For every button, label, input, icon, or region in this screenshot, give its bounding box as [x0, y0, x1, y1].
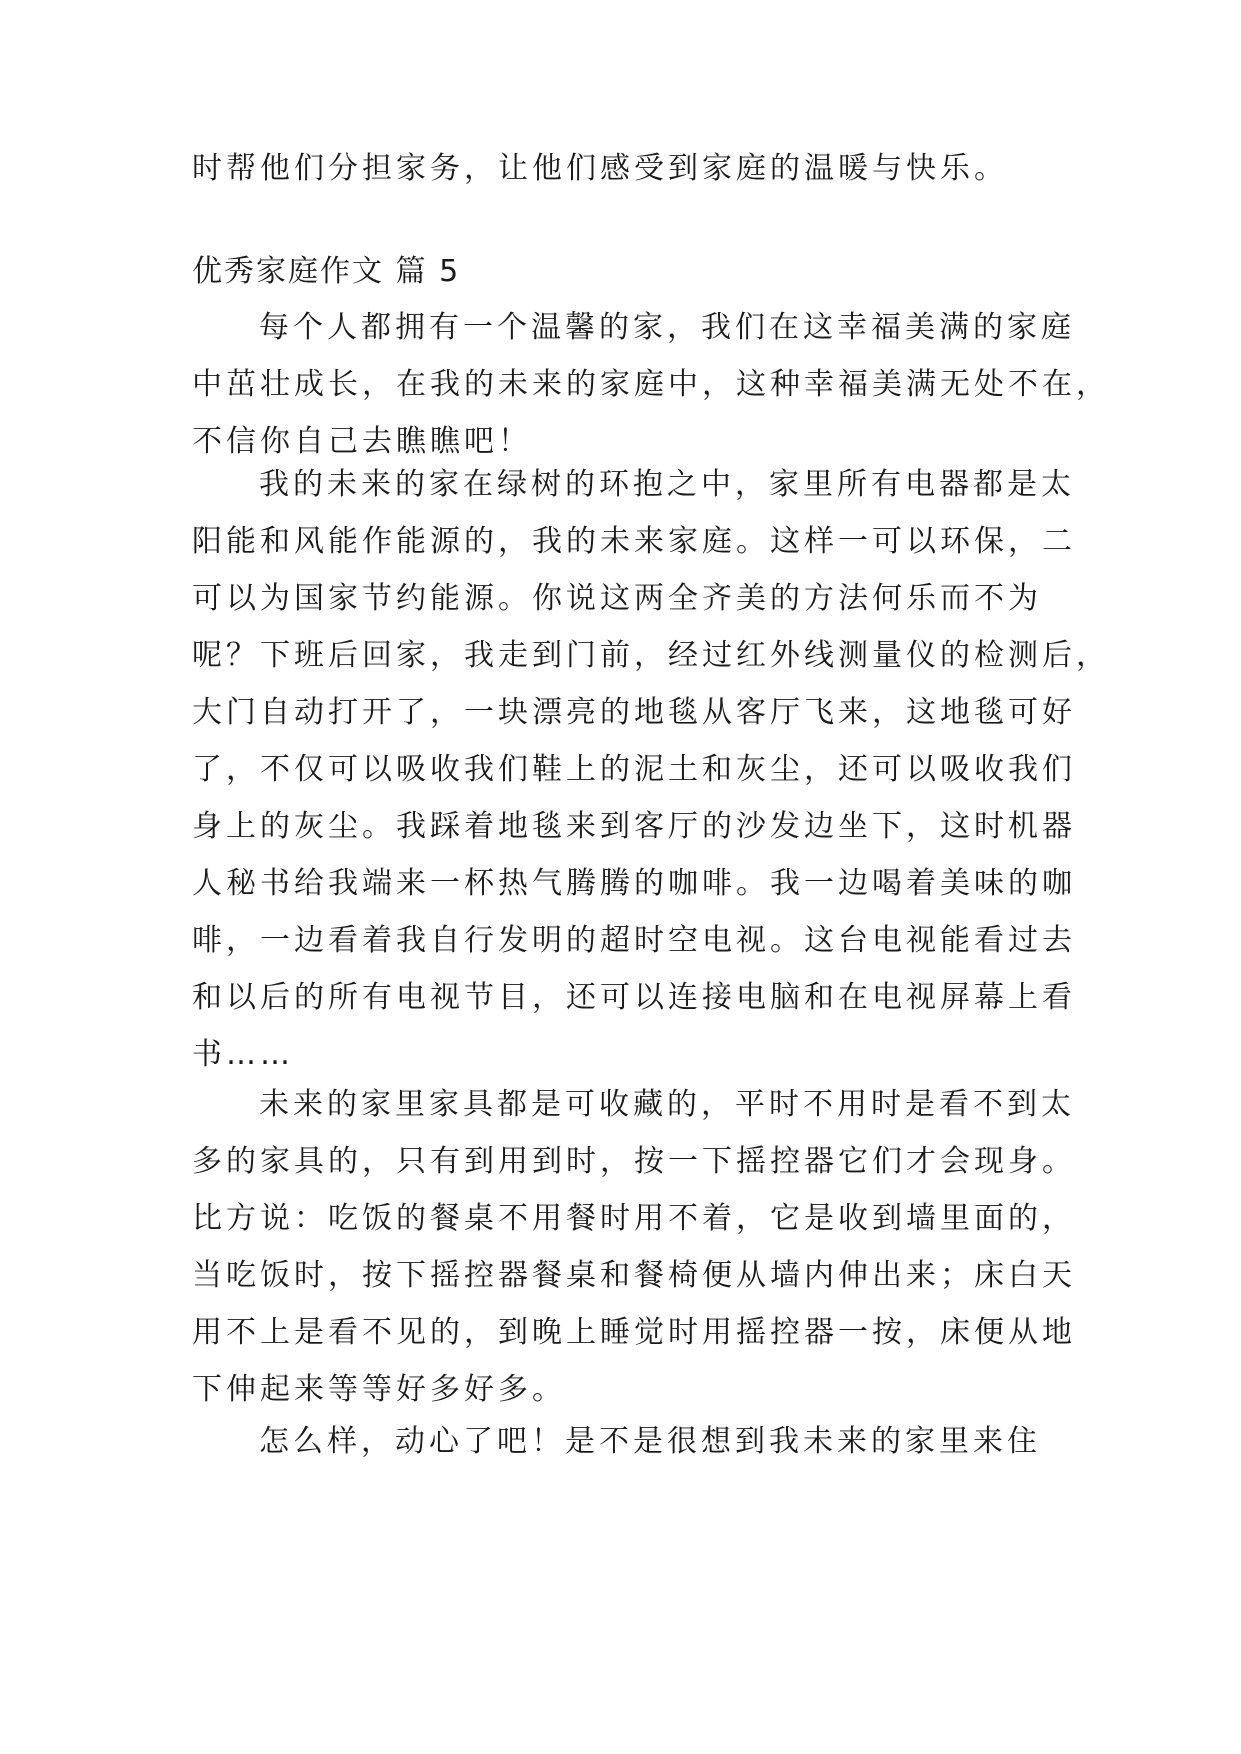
paragraph-2	[192, 456, 1110, 1083]
text-line: 啡，一边看着我自行发明的超时空电视。这台电视能看过去	[192, 923, 1076, 958]
text-line: 人秘书给我端来一杯热气腾腾的咖啡。我一边喝着美味的咖	[192, 866, 1076, 901]
paragraph-3	[192, 1076, 1076, 1418]
paragraph-4	[192, 1413, 1052, 1470]
text-line: 大门自动打开了，一块漂亮的地毯从客厅飞来，这地毯可好	[192, 695, 1076, 730]
text-line: 多的家具的，只有到用到时，按一下摇控器它们才会现身。	[192, 1144, 1076, 1179]
text-line: 比方说：吃饭的餐桌不用餐时用不着，它是收到墙里面的，	[192, 1201, 1076, 1236]
continuation-text	[192, 140, 1052, 197]
text-line: 怎么样，动心了吧！是不是很想到我未来的家里来住	[259, 1424, 1041, 1459]
text-line: 当吃饭时，按下摇控器餐桌和餐椅便从墙内伸出来；床白天	[192, 1258, 1076, 1293]
text-line: 可以为国家节约能源。你说这两全齐美的方法何乐而不为	[192, 581, 1042, 616]
text-line: 身上的灰尘。我踩着地毯来到客厅的沙发边坐下，这时机器	[192, 809, 1076, 844]
text-line: 呢？下班后回家，我走到门前，经过红外线测量仪的检测后，	[192, 638, 1110, 673]
section-title-text: 优秀家庭作文 篇 5	[192, 254, 461, 289]
text-line: 每个人都拥有一个温馨的家，我们在这幸福美满的家庭	[259, 310, 1075, 345]
text-line: 不信你自己去瞧瞧吧！	[192, 424, 532, 459]
paragraph-1	[192, 299, 1110, 470]
text-line: 未来的家里家具都是可收藏的，平时不用时是看不到太	[259, 1087, 1075, 1122]
text-line: 了，不仅可以吸收我们鞋上的泥土和灰尘，还可以吸收我们	[192, 752, 1076, 787]
text-line: 中茁壮成长，在我的未来的家庭中，这种幸福美满无处不在，	[192, 367, 1110, 402]
text-line: 用不上是看不见的，到晚上睡觉时用摇控器一按，床便从地	[192, 1315, 1076, 1350]
text-line: 时帮他们分担家务，让他们感受到家庭的温暖与快乐。	[192, 151, 1008, 186]
text-line: 和以后的所有电视节目，还可以连接电脑和在电视屏幕上看	[192, 980, 1076, 1015]
section-title	[192, 243, 1052, 300]
text-line: 书……	[192, 1037, 294, 1072]
text-line: 下伸起来等等好多好多。	[192, 1372, 566, 1407]
text-line: 阳能和风能作能源的，我的未来家庭。这样一可以环保，二	[192, 524, 1076, 559]
text-line: 我的未来的家在绿树的环抱之中，家里所有电器都是太	[259, 467, 1075, 502]
